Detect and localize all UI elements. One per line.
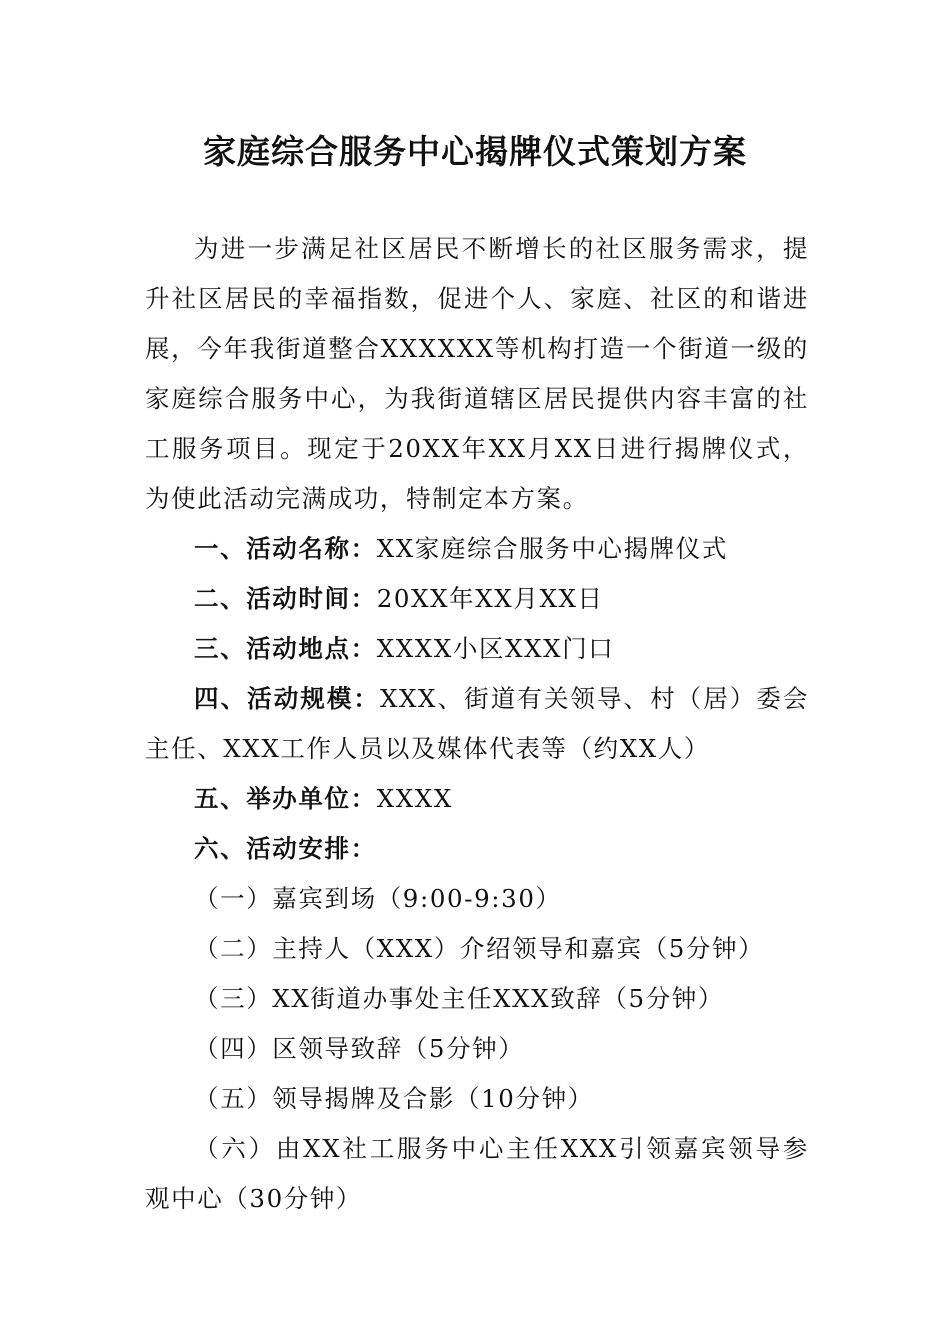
schedule-item: （五）领导揭牌及合影（10分钟） [194, 1084, 594, 1113]
section-value: XXX、街道有关领导、村（居）委会主任、XXX工作人员以及媒体代表等（约XX人） [145, 684, 810, 763]
section-activity-location [145, 624, 809, 674]
schedule-item: （三）XX街道办事处主任XXX致辞（5分钟） [194, 984, 724, 1013]
section-label: 三、活动地点： [194, 634, 377, 663]
schedule-item: （四）区领导致辞（5分钟） [194, 1034, 525, 1063]
section-activity-time [145, 574, 809, 624]
section-value: XXXX [376, 784, 453, 813]
section-activity-scale [145, 674, 809, 774]
schedule-item: （二）主持人（XXX）介绍领导和嘉宾（5分钟） [194, 934, 765, 963]
section-organizer [145, 774, 809, 824]
section-label: 六、活动安排： [194, 834, 377, 863]
section-label: 五、举办单位： [194, 784, 377, 813]
section-value: XX家庭综合服务中心揭牌仪式 [376, 534, 728, 563]
document-body [145, 224, 809, 1224]
schedule-item: （六）由XX社工服务中心主任XXX引领嘉宾领导参观中心（30分钟） [145, 1134, 809, 1213]
section-label: 二、活动时间： [194, 584, 377, 613]
schedule-item: （一）嘉宾到场（9:00-9:30） [194, 884, 562, 913]
section-label: 四、活动规模： [194, 684, 380, 713]
intro-paragraph: 为进一步满足社区居民不断增长的社区服务需求，提升社区居民的幸福指数，促进个人、家庭、社区的和谐进展，今年我街道整合XXXXXX等机构打造一个街道一级的家庭综合服务中心，为我街道辖区居民提供内容丰富的社工服务项目。现定于20XX年XX月XX日进行揭牌仪式，为使此活动完满成功，特制定本方案。 [145, 234, 809, 513]
document-title: 家庭综合服务中心揭牌仪式策划方案 [203, 132, 747, 171]
section-activity-name [145, 524, 809, 574]
section-label: 一、活动名称： [194, 534, 377, 563]
section-value: 20XX年XX月XX日 [376, 584, 604, 613]
section-activity-arrangement [145, 824, 809, 874]
section-value: XXXX小区XXX门口 [376, 634, 615, 663]
